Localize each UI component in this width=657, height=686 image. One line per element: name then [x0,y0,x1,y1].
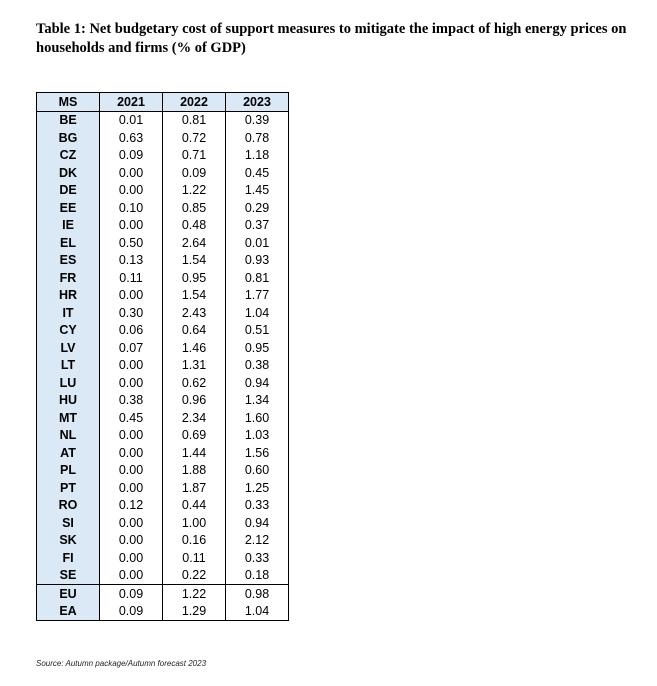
cell-2022: 0.69 [163,427,226,445]
table-row [37,322,289,340]
cell-2021: 0.00 [100,287,163,305]
cell-2021: 0.45 [100,409,163,427]
cell-2022: 0.22 [163,567,226,585]
cell-2023: 1.04 [226,304,289,322]
cell-2022: 0.44 [163,497,226,515]
table-row [37,287,289,305]
cell-ms: MT [37,409,100,427]
cell-2023: 1.18 [226,147,289,165]
table-title: Table 1: Net budgetary cost of support measures to mitigate the impact of high energy prices on households and firms (% of GDP) [36,21,627,56]
cell-ms: BG [37,129,100,147]
cell-2022: 2.64 [163,234,226,252]
cell-2023: 0.51 [226,322,289,340]
source-note: Source: Autumn package/Autumn forecast 2023 [36,659,207,668]
cell-2022: 1.00 [163,514,226,532]
cell-ms: FR [37,269,100,287]
cell-2023: 1.45 [226,182,289,200]
cell-2022: 0.16 [163,532,226,550]
cell-2022: 0.81 [163,111,226,129]
header-ms: MS [37,93,100,112]
header-2022: 2022 [163,93,226,112]
cell-ms: AT [37,444,100,462]
cell-ms: EE [37,199,100,217]
table-row [37,444,289,462]
cell-ms: RO [37,497,100,515]
cell-2021: 0.00 [100,567,163,585]
cell-2022: 1.29 [163,603,226,621]
cell-2023: 0.45 [226,164,289,182]
table-row [37,532,289,550]
table-row [37,549,289,567]
cell-ms: FI [37,549,100,567]
cell-2022: 1.88 [163,462,226,480]
cell-ms: IE [37,217,100,235]
cell-2023: 0.01 [226,234,289,252]
cell-ms: CY [37,322,100,340]
table-row [37,462,289,480]
table-row [37,129,289,147]
cell-2023: 1.25 [226,479,289,497]
cell-2022: 1.46 [163,339,226,357]
table-row [37,357,289,375]
cell-2022: 0.96 [163,392,226,410]
cell-2021: 0.00 [100,164,163,182]
cell-ms: HU [37,392,100,410]
table-row [37,479,289,497]
cell-2023: 0.60 [226,462,289,480]
cell-2023: 0.94 [226,514,289,532]
cell-2021: 0.00 [100,357,163,375]
table-row [37,164,289,182]
cell-2021: 0.09 [100,147,163,165]
table-row [37,199,289,217]
table-row [37,567,289,585]
cell-ms: SK [37,532,100,550]
cell-ms: DE [37,182,100,200]
cell-2022: 0.09 [163,164,226,182]
cell-2021: 0.00 [100,182,163,200]
table-row [37,252,289,270]
cell-2023: 0.37 [226,217,289,235]
cell-ms: LV [37,339,100,357]
cell-ms: PL [37,462,100,480]
cell-2023: 0.94 [226,374,289,392]
table-row [37,147,289,165]
cell-2021: 0.07 [100,339,163,357]
cell-2022: 1.22 [163,182,226,200]
table-row [37,304,289,322]
aggregate-rows [37,585,289,621]
cell-ms: IT [37,304,100,322]
cell-2022: 0.95 [163,269,226,287]
cell-ms: LT [37,357,100,375]
cell-2021: 0.00 [100,374,163,392]
table-row [37,409,289,427]
cell-2022: 1.54 [163,252,226,270]
cell-2021: 0.00 [100,549,163,567]
cell-2022: 0.64 [163,322,226,340]
cell-2021: 0.06 [100,322,163,340]
cell-2023: 0.95 [226,339,289,357]
cell-2022: 0.11 [163,549,226,567]
cell-2021: 0.00 [100,479,163,497]
cell-2023: 1.56 [226,444,289,462]
cell-2022: 1.87 [163,479,226,497]
table-row [37,427,289,445]
cell-ms: EU [37,585,100,603]
table-row [37,269,289,287]
table-row [37,514,289,532]
cell-2023: 0.38 [226,357,289,375]
header-2021: 2021 [100,93,163,112]
cell-2023: 2.12 [226,532,289,550]
cell-2021: 0.00 [100,444,163,462]
cell-2021: 0.63 [100,129,163,147]
cell-2022: 2.34 [163,409,226,427]
cell-2023: 1.03 [226,427,289,445]
cell-2021: 0.09 [100,603,163,621]
cell-2023: 0.93 [226,252,289,270]
cell-ms: SI [37,514,100,532]
cell-2022: 1.31 [163,357,226,375]
cell-2022: 1.44 [163,444,226,462]
table-row [37,603,289,621]
cell-2021: 0.00 [100,427,163,445]
cell-2023: 0.78 [226,129,289,147]
cell-ms: DK [37,164,100,182]
table-row [37,234,289,252]
cell-2021: 0.00 [100,217,163,235]
cost-table [36,92,289,621]
cell-2023: 0.39 [226,111,289,129]
header-2023: 2023 [226,93,289,112]
cell-2023: 1.60 [226,409,289,427]
cell-2022: 0.85 [163,199,226,217]
cell-2023: 0.29 [226,199,289,217]
cell-2022: 0.62 [163,374,226,392]
cell-2023: 0.81 [226,269,289,287]
table-row [37,585,289,603]
cell-2021: 0.11 [100,269,163,287]
cell-2021: 0.38 [100,392,163,410]
cell-2023: 0.33 [226,549,289,567]
cell-2021: 0.00 [100,514,163,532]
cell-2023: 0.98 [226,585,289,603]
cell-ms: PT [37,479,100,497]
cell-ms: HR [37,287,100,305]
cell-ms: ES [37,252,100,270]
cell-ms: EL [37,234,100,252]
cell-ms: NL [37,427,100,445]
cell-2021: 0.50 [100,234,163,252]
cell-ms: EA [37,603,100,621]
table-row [37,217,289,235]
table-row [37,339,289,357]
cell-2023: 0.18 [226,567,289,585]
table-row [37,392,289,410]
cell-2022: 1.22 [163,585,226,603]
cell-2022: 1.54 [163,287,226,305]
table-row [37,497,289,515]
cell-2023: 0.33 [226,497,289,515]
cell-2022: 2.43 [163,304,226,322]
cell-2022: 0.48 [163,217,226,235]
table-row [37,182,289,200]
cell-2021: 0.01 [100,111,163,129]
cell-2021: 0.10 [100,199,163,217]
cell-2023: 1.04 [226,603,289,621]
table-header-row [37,93,289,112]
country-rows [37,111,289,585]
cell-ms: BE [37,111,100,129]
cell-2022: 0.72 [163,129,226,147]
cell-2021: 0.12 [100,497,163,515]
cell-ms: CZ [37,147,100,165]
cell-2021: 0.30 [100,304,163,322]
cell-2021: 0.09 [100,585,163,603]
cell-2021: 0.13 [100,252,163,270]
table-row [37,374,289,392]
cell-2021: 0.00 [100,532,163,550]
cell-2023: 1.34 [226,392,289,410]
cell-ms: SE [37,567,100,585]
cell-ms: LU [37,374,100,392]
cell-2022: 0.71 [163,147,226,165]
cell-2021: 0.00 [100,462,163,480]
cell-2023: 1.77 [226,287,289,305]
table-row [37,111,289,129]
